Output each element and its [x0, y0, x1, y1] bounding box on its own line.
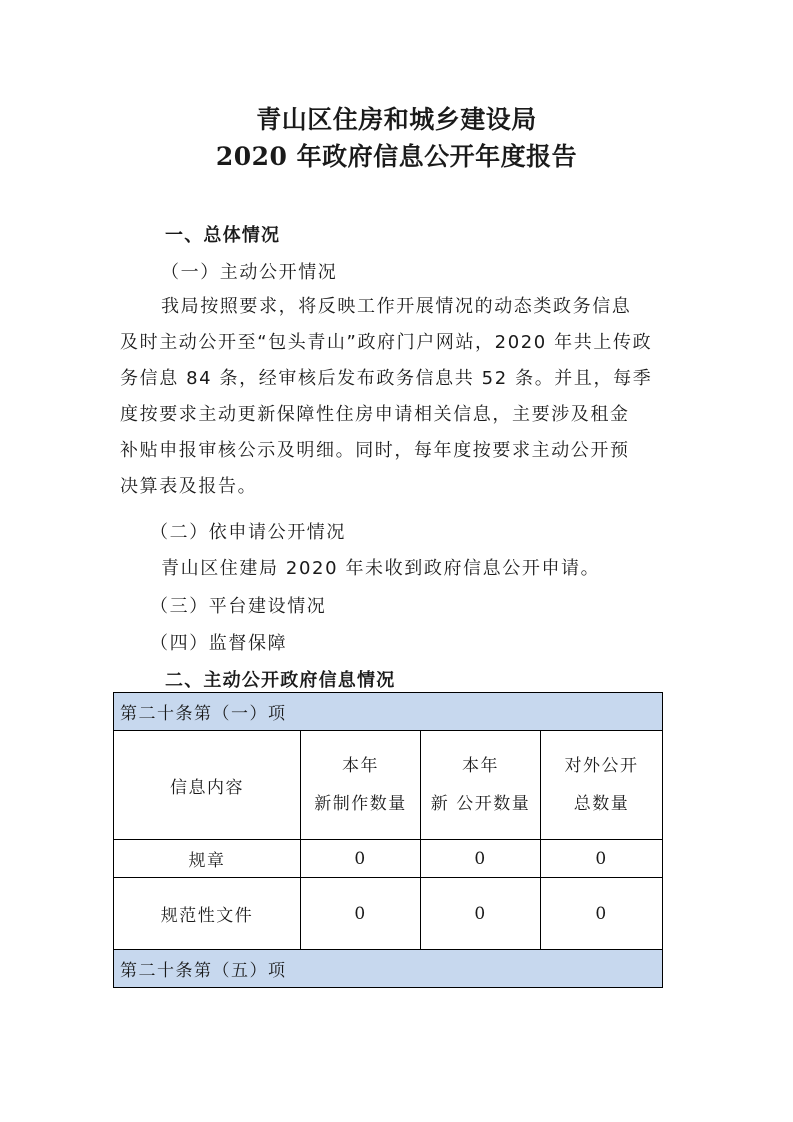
para1-line6: 决算表及报告。 [120, 476, 258, 497]
sub3-heading: （三）平台建设情况 [150, 596, 327, 617]
header-total-published-line1: 对外公开 [564, 756, 639, 776]
row-published: 0 [421, 840, 541, 878]
table-row [114, 878, 663, 950]
disclosure-table [113, 692, 663, 988]
table-band-article20-item5: 第二十条第（五）项 [114, 950, 663, 988]
sub2-heading: （二）依申请公开情况 [150, 522, 346, 543]
header-new-published-line2: 新 公开数量 [430, 794, 531, 814]
header-new-made-line2: 新制作数量 [314, 794, 407, 814]
header-new-made [301, 731, 421, 840]
section2-heading: 二、主动公开政府信息情况 [165, 670, 396, 691]
row-label: 规章 [114, 840, 301, 878]
header-new-published-line1: 本年 [462, 756, 499, 776]
para1-line3: 务信息 84 条，经审核后发布政务信息共 52 条。并且，每季 [120, 368, 653, 389]
header-info-content: 信息内容 [114, 731, 301, 840]
para1-line4: 度按要求主动更新保障性住房申请相关信息，主要涉及租金 [120, 404, 630, 425]
row-made: 0 [301, 878, 421, 950]
row-label: 规范性文件 [114, 878, 301, 950]
para1-line2: 及时主动公开至“包头青山”政府门户网站，2020 年共上传政 [120, 332, 653, 353]
para2: 青山区住建局 2020 年未收到政府信息公开申请。 [161, 558, 601, 579]
report-title-line2: 2020 年政府信息公开年度报告 [215, 142, 578, 171]
para1-line1: 我局按照要求，将反映工作开展情况的动态类政务信息 [161, 296, 632, 317]
row-total: 0 [541, 878, 663, 950]
para1-line5: 补贴申报审核公示及明细。同时，每年度按要求主动公开预 [120, 440, 630, 461]
header-new-made-line1: 本年 [342, 756, 379, 776]
section1-heading: 一、总体情况 [165, 225, 281, 246]
sub1-heading: （一）主动公开情况 [161, 262, 338, 283]
table-band-article20-item1: 第二十条第（一）项 [114, 693, 663, 731]
row-made: 0 [301, 840, 421, 878]
report-title-line1: 青山区住房和城乡建设局 [256, 105, 537, 134]
header-total-published-line2: 总数量 [573, 794, 630, 814]
sub4-heading: （四）监督保障 [150, 633, 288, 654]
header-new-published [421, 731, 541, 840]
header-total-published [541, 731, 663, 840]
row-published: 0 [421, 878, 541, 950]
table-row [114, 840, 663, 878]
row-total: 0 [541, 840, 663, 878]
